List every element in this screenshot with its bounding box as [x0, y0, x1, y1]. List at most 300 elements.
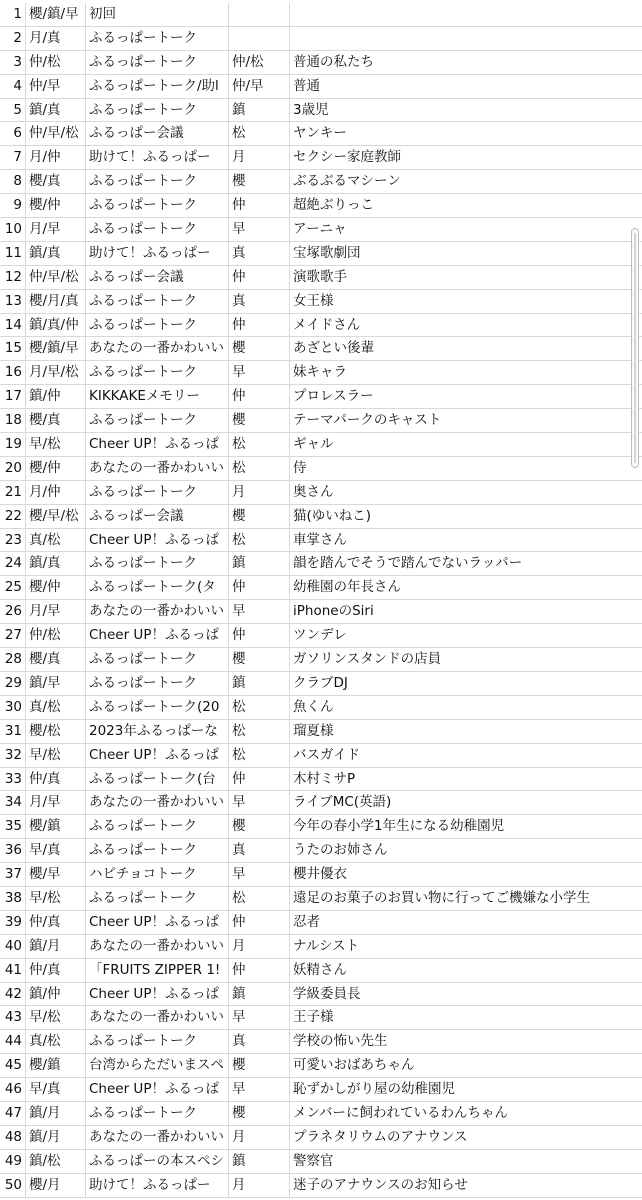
members-cell[interactable]: 鎮/月: [26, 1126, 86, 1149]
members-cell[interactable]: 鎮/真: [26, 242, 86, 265]
episode-cell[interactable]: ふるっぱートーク: [86, 1030, 229, 1053]
table-row: [0, 457, 642, 481]
members-cell[interactable]: 櫻/鎮: [26, 815, 86, 838]
members-cell[interactable]: 月/早: [26, 218, 86, 241]
role-cell[interactable]: 学級委員長: [293, 985, 361, 1002]
table-row: [0, 576, 642, 600]
performer-cell[interactable]: 仲: [229, 911, 290, 934]
performer-cell[interactable]: 仲: [229, 314, 290, 337]
row-number-cell: 43: [0, 1006, 26, 1029]
table-row: [0, 959, 642, 983]
role-cell[interactable]: ぶるぶるマシーン: [293, 173, 401, 190]
table-row: [0, 146, 642, 170]
role-cell[interactable]: 木村ミサP: [293, 770, 356, 787]
performer-cell[interactable]: 櫻: [229, 170, 290, 193]
performer-cell[interactable]: 仲: [229, 959, 290, 982]
row-number-cell: 23: [0, 529, 26, 552]
table-row: [0, 1174, 642, 1198]
performer-cell[interactable]: 櫻: [229, 1054, 290, 1077]
table-row: [0, 218, 642, 242]
episode-cell[interactable]: ふるっぱートーク(台: [86, 768, 229, 791]
table-row: [0, 1006, 642, 1030]
episode-cell[interactable]: あなたの一番かわいい: [86, 1006, 229, 1029]
members-cell[interactable]: 真/松: [26, 1030, 86, 1053]
role-cell[interactable]: [290, 27, 642, 50]
episode-cell[interactable]: ふるっぱートーク(タ: [86, 576, 229, 599]
episode-cell[interactable]: 2023年ふるっぱーな: [86, 720, 229, 743]
episode-cell[interactable]: ふるっぱートーク: [86, 194, 229, 217]
episode-cell[interactable]: ふるっぱートーク: [86, 361, 229, 384]
performer-cell[interactable]: [229, 3, 290, 26]
episode-cell[interactable]: Cheer UP！ふるっぱ: [86, 529, 229, 552]
performer-cell[interactable]: 早: [229, 791, 290, 814]
performer-cell[interactable]: 松: [229, 457, 290, 480]
row-number-cell: 19: [0, 433, 26, 456]
role-cell[interactable]: ライブMC(英語): [293, 794, 392, 811]
table-row: [0, 696, 642, 720]
episode-cell[interactable]: ふるっぱートーク: [86, 552, 229, 575]
episode-cell[interactable]: あなたの一番かわいい: [86, 1126, 229, 1149]
performer-cell[interactable]: 月: [229, 481, 290, 504]
performer-cell[interactable]: 仲: [229, 385, 290, 408]
row-number-cell: 35: [0, 815, 26, 838]
role-cell[interactable]: うたのお姉さん: [293, 842, 388, 859]
episode-cell[interactable]: ふるっぱートーク: [86, 815, 229, 838]
row-number-cell: 7: [0, 146, 26, 169]
row-number-cell: 33: [0, 768, 26, 791]
performer-cell[interactable]: 鎮: [229, 552, 290, 575]
role-cell[interactable]: 遠足のお菓子のお買い物に行ってご機嫌な小学生: [293, 889, 590, 906]
role-cell[interactable]: 奥さん: [293, 483, 334, 500]
members-cell[interactable]: 仲/真: [26, 911, 86, 934]
episode-cell[interactable]: ふるっぱー会議: [86, 505, 229, 528]
episode-cell[interactable]: ふるっぱートーク: [86, 409, 229, 432]
performer-cell[interactable]: 櫻: [229, 648, 290, 671]
members-cell[interactable]: 櫻/真: [26, 648, 86, 671]
row-number-cell: 46: [0, 1078, 26, 1101]
members-cell[interactable]: 櫻/月: [26, 1174, 86, 1197]
role-cell[interactable]: ツンデレ: [293, 627, 347, 644]
role-cell[interactable]: セクシー家庭教師: [293, 149, 401, 166]
episode-cell[interactable]: あなたの一番かわいい: [86, 935, 229, 958]
table-row: [0, 266, 642, 290]
row-number-cell: 3: [0, 51, 26, 74]
role-cell[interactable]: 魚くん: [293, 698, 334, 715]
row-number-cell: 32: [0, 744, 26, 767]
table-row: [0, 481, 642, 505]
members-cell[interactable]: 櫻/月/真: [26, 290, 86, 313]
table-row: [0, 863, 642, 887]
table-row: [0, 887, 642, 911]
role-cell[interactable]: 迷子のアナウンスのお知らせ: [293, 1176, 468, 1193]
role-cell[interactable]: 瑠夏様: [293, 722, 334, 739]
episode-cell[interactable]: 助けて！ふるっぱー: [86, 1174, 229, 1197]
table-row: [0, 290, 642, 314]
episode-cell[interactable]: ふるっぱートーク: [86, 672, 229, 695]
row-number-cell: 17: [0, 385, 26, 408]
performer-cell[interactable]: 仲: [229, 624, 290, 647]
role-cell[interactable]: 妖精さん: [293, 961, 347, 978]
performer-cell[interactable]: 真: [229, 290, 290, 313]
performer-cell[interactable]: 松: [229, 696, 290, 719]
performer-cell[interactable]: 松: [229, 720, 290, 743]
episode-cell[interactable]: ふるっぱートーク: [86, 481, 229, 504]
members-cell[interactable]: 鎮/月: [26, 935, 86, 958]
table-row: [0, 3, 642, 27]
members-cell[interactable]: 仲/早/松: [26, 266, 86, 289]
role-cell[interactable]: 学校の怖い先生: [293, 1033, 388, 1050]
role-cell[interactable]: メイドさん: [293, 316, 361, 333]
role-cell[interactable]: 王子様: [293, 1009, 334, 1026]
row-number-cell: 6: [0, 122, 26, 145]
table-row: [0, 1054, 642, 1078]
row-number-cell: 14: [0, 314, 26, 337]
performer-cell[interactable]: [229, 27, 290, 50]
role-cell[interactable]: 演歌歌手: [293, 268, 347, 285]
episode-cell[interactable]: Cheer UP！ふるっぱ: [86, 744, 229, 767]
episode-cell[interactable]: Cheer UP！ふるっぱ: [86, 983, 229, 1006]
episode-cell[interactable]: ふるっぱートーク: [86, 290, 229, 313]
scrollbar-grip-icon[interactable]: [634, 233, 636, 463]
members-cell[interactable]: 仲/真: [26, 959, 86, 982]
row-number-cell: 41: [0, 959, 26, 982]
members-cell[interactable]: 鎮/真/仲: [26, 314, 86, 337]
role-cell[interactable]: バスガイド: [293, 746, 361, 763]
performer-cell[interactable]: 月: [229, 146, 290, 169]
row-number-cell: 37: [0, 863, 26, 886]
performer-cell[interactable]: 仲: [229, 194, 290, 217]
table-row: [0, 600, 642, 624]
performer-cell[interactable]: 仲: [229, 266, 290, 289]
table-row: [0, 433, 642, 457]
members-cell[interactable]: 真/松: [26, 529, 86, 552]
episode-cell[interactable]: あなたの一番かわいい: [86, 791, 229, 814]
members-cell[interactable]: 早/真: [26, 839, 86, 862]
episode-cell[interactable]: ふるっぱートーク: [86, 887, 229, 910]
role-cell[interactable]: ギャル: [293, 436, 334, 453]
row-number-cell: 45: [0, 1054, 26, 1077]
performer-cell[interactable]: 仲/松: [229, 51, 290, 74]
table-row: [0, 1078, 642, 1102]
performer-cell[interactable]: 月: [229, 1174, 290, 1197]
members-cell[interactable]: 早/松: [26, 744, 86, 767]
role-cell[interactable]: 女王様: [293, 292, 334, 309]
role-cell[interactable]: 幼稚園の年長さん: [293, 579, 401, 596]
episode-cell[interactable]: ふるっぱートーク/助l: [86, 75, 229, 98]
role-cell[interactable]: ガソリンスタンドの店員: [293, 651, 442, 668]
table-row: [0, 122, 642, 146]
role-cell[interactable]: [290, 3, 642, 26]
role-cell[interactable]: あざとい後輩: [293, 340, 374, 357]
table-row: [0, 839, 642, 863]
episode-cell[interactable]: Cheer UP！ふるっぱ: [86, 624, 229, 647]
role-cell[interactable]: 恥ずかしがり屋の幼稚園児: [293, 1081, 455, 1098]
row-number-cell: 8: [0, 170, 26, 193]
row-number-cell: 15: [0, 337, 26, 360]
members-cell[interactable]: 櫻/鎮: [26, 1054, 86, 1077]
row-number-cell: 47: [0, 1102, 26, 1125]
table-row: [0, 911, 642, 935]
table-row: [0, 744, 642, 768]
role-cell[interactable]: 忍者: [293, 913, 320, 930]
table-row: [0, 75, 642, 99]
members-cell[interactable]: 月/仲: [26, 146, 86, 169]
performer-cell[interactable]: 櫻: [229, 409, 290, 432]
table-row: [0, 1030, 642, 1054]
row-number-cell: 30: [0, 696, 26, 719]
members-cell[interactable]: 櫻/仲: [26, 576, 86, 599]
row-number-cell: 9: [0, 194, 26, 217]
members-cell[interactable]: 櫻/鎮/早: [26, 3, 86, 26]
members-cell[interactable]: 真/松: [26, 696, 86, 719]
row-number-cell: 24: [0, 552, 26, 575]
row-number-cell: 39: [0, 911, 26, 934]
members-cell[interactable]: 早/松: [26, 1006, 86, 1029]
table-row: [0, 337, 642, 361]
members-cell[interactable]: 櫻/仲: [26, 457, 86, 480]
members-cell[interactable]: 鎮/真: [26, 99, 86, 122]
role-cell[interactable]: プラネタリウムのアナウンス: [293, 1128, 468, 1145]
performer-cell[interactable]: 早: [229, 218, 290, 241]
performer-cell[interactable]: 松: [229, 433, 290, 456]
row-number-cell: 16: [0, 361, 26, 384]
role-cell[interactable]: プロレスラー: [293, 388, 374, 405]
members-cell[interactable]: 仲/松: [26, 624, 86, 647]
performer-cell[interactable]: 櫻: [229, 337, 290, 360]
performer-cell[interactable]: 真: [229, 1030, 290, 1053]
performer-cell[interactable]: 松: [229, 887, 290, 910]
role-cell[interactable]: 車掌さん: [293, 531, 347, 548]
role-cell[interactable]: テーマパークのキャスト: [293, 412, 442, 429]
table-row: [0, 505, 642, 529]
members-cell[interactable]: 鎮/松: [26, 1150, 86, 1173]
row-number-cell: 38: [0, 887, 26, 910]
members-cell[interactable]: 早/松: [26, 887, 86, 910]
episode-cell[interactable]: あなたの一番かわいい: [86, 600, 229, 623]
table-row: [0, 1126, 642, 1150]
row-number-cell: 34: [0, 791, 26, 814]
row-number-cell: 10: [0, 218, 26, 241]
row-number-cell: 21: [0, 481, 26, 504]
vertical-scrollbar[interactable]: [631, 228, 639, 468]
performer-cell[interactable]: 早: [229, 361, 290, 384]
episode-cell[interactable]: KIKKAKEメモリー: [86, 385, 229, 408]
episode-cell[interactable]: ふるっぱートーク: [86, 1102, 229, 1125]
role-cell[interactable]: ヤンキー: [293, 125, 347, 142]
row-number-cell: 26: [0, 600, 26, 623]
episode-cell[interactable]: ふるっぱー会議: [86, 122, 229, 145]
members-cell[interactable]: 鎮/月: [26, 1102, 86, 1125]
performer-cell[interactable]: 真: [229, 839, 290, 862]
role-cell[interactable]: 普通: [293, 77, 320, 94]
episode-cell[interactable]: ハピチョコトーク: [86, 863, 229, 886]
performer-cell[interactable]: 鎮: [229, 99, 290, 122]
episode-cell[interactable]: ふるっぱートーク: [86, 314, 229, 337]
row-number-cell: 27: [0, 624, 26, 647]
table-row: [0, 768, 642, 792]
row-number-cell: 28: [0, 648, 26, 671]
performer-cell[interactable]: 松: [229, 744, 290, 767]
table-row: [0, 672, 642, 696]
episode-cell[interactable]: Cheer UP！ふるっぱ: [86, 1078, 229, 1101]
episode-cell[interactable]: あなたの一番かわいい: [86, 457, 229, 480]
table-row: [0, 242, 642, 266]
role-cell[interactable]: アーニャ: [293, 221, 347, 238]
performer-cell[interactable]: 早: [229, 863, 290, 886]
episode-cell[interactable]: ふるっぱートーク(20: [86, 696, 229, 719]
performer-cell[interactable]: 仲: [229, 576, 290, 599]
members-cell[interactable]: 櫻/早: [26, 863, 86, 886]
members-cell[interactable]: 櫻/真: [26, 409, 86, 432]
table-row: [0, 624, 642, 648]
members-cell[interactable]: 櫻/松: [26, 720, 86, 743]
table-row: [0, 194, 642, 218]
table-row: [0, 385, 642, 409]
role-cell[interactable]: 3歳児: [293, 101, 329, 118]
performer-cell[interactable]: 鎮: [229, 672, 290, 695]
episode-cell[interactable]: ふるっぱートーク: [86, 51, 229, 74]
members-cell[interactable]: 鎮/真: [26, 552, 86, 575]
episode-cell[interactable]: ふるっぱートーク: [86, 27, 229, 50]
row-number-cell: 42: [0, 983, 26, 1006]
role-cell[interactable]: クラブDJ: [293, 674, 348, 691]
row-number-cell: 40: [0, 935, 26, 958]
role-cell[interactable]: 普通の私たち: [293, 53, 374, 70]
row-number-cell: 48: [0, 1126, 26, 1149]
members-cell[interactable]: 仲/松: [26, 51, 86, 74]
role-cell[interactable]: 警察官: [293, 1152, 334, 1169]
members-cell[interactable]: 櫻/早/松: [26, 505, 86, 528]
episode-cell[interactable]: ふるっぱートーク: [86, 839, 229, 862]
performer-cell[interactable]: 早: [229, 1006, 290, 1029]
role-cell[interactable]: 今年の春小学1年生になる幼稚園児: [293, 818, 505, 835]
episode-cell[interactable]: ふるっぱー会議: [86, 266, 229, 289]
table-row: [0, 1102, 642, 1126]
row-number-cell: 20: [0, 457, 26, 480]
performer-cell[interactable]: 鎮: [229, 983, 290, 1006]
members-cell[interactable]: 櫻/仲: [26, 194, 86, 217]
members-cell[interactable]: 鎮/仲: [26, 385, 86, 408]
table-row: [0, 1150, 642, 1174]
episode-cell[interactable]: 台湾からただいまスペ: [86, 1054, 229, 1077]
performer-cell[interactable]: 櫻: [229, 1102, 290, 1125]
role-cell[interactable]: ナルシスト: [293, 937, 360, 954]
performer-cell[interactable]: 櫻: [229, 505, 290, 528]
members-cell[interactable]: 仲/真: [26, 768, 86, 791]
row-number-cell: 44: [0, 1030, 26, 1053]
role-cell[interactable]: 韻を踏んでそうで踏んでないラッパー: [293, 555, 523, 572]
role-cell[interactable]: 超絶ぶりっこ: [293, 197, 374, 214]
table-row: [0, 648, 642, 672]
episode-cell[interactable]: ふるっぱーの本スペシ: [86, 1150, 229, 1173]
table-row: [0, 983, 642, 1007]
performer-cell[interactable]: 早: [229, 600, 290, 623]
row-number-cell: 2: [0, 27, 26, 50]
performer-cell[interactable]: 早: [229, 1078, 290, 1101]
episode-cell[interactable]: ふるっぱートーク: [86, 170, 229, 193]
performer-cell[interactable]: 真: [229, 242, 290, 265]
members-cell[interactable]: 月/早: [26, 600, 86, 623]
role-cell[interactable]: 猫(ゆいねこ): [293, 507, 372, 524]
episode-cell[interactable]: あなたの一番かわいい: [86, 337, 229, 360]
performer-cell[interactable]: 櫻: [229, 815, 290, 838]
role-cell[interactable]: iPhoneのSiri: [293, 603, 374, 620]
performer-cell[interactable]: 松: [229, 122, 290, 145]
episode-cell[interactable]: 助けて！ふるっぱー: [86, 242, 229, 265]
row-number-cell: 31: [0, 720, 26, 743]
performer-cell[interactable]: 仲/早: [229, 75, 290, 98]
role-cell[interactable]: 可愛いおばあちゃん: [293, 1057, 415, 1074]
row-number-cell: 22: [0, 505, 26, 528]
table-row: [0, 314, 642, 338]
table-row: [0, 361, 642, 385]
role-cell[interactable]: 櫻井優衣: [293, 866, 347, 883]
members-cell[interactable]: 仲/早: [26, 75, 86, 98]
row-number-cell: 29: [0, 672, 26, 695]
members-cell[interactable]: 仲/早/松: [26, 122, 86, 145]
row-number-cell: 12: [0, 266, 26, 289]
table-row: [0, 529, 642, 553]
members-cell[interactable]: 月/仲: [26, 481, 86, 504]
table-row: [0, 99, 642, 123]
episode-cell[interactable]: ふるっぱートーク: [86, 99, 229, 122]
table-row: [0, 409, 642, 433]
members-cell[interactable]: 早/真: [26, 1078, 86, 1101]
role-cell[interactable]: 宝塚歌劇団: [293, 244, 361, 261]
members-cell[interactable]: 月/早/松: [26, 361, 86, 384]
role-cell[interactable]: 侍: [293, 459, 307, 476]
table-row: [0, 720, 642, 744]
members-cell[interactable]: 鎮/早: [26, 672, 86, 695]
row-number-cell: 4: [0, 75, 26, 98]
table-row: [0, 935, 642, 959]
row-number-cell: 25: [0, 576, 26, 599]
episode-cell[interactable]: 助けて！ふるっぱー: [86, 146, 229, 169]
row-number-cell: 5: [0, 99, 26, 122]
members-cell[interactable]: 櫻/鎮/早: [26, 337, 86, 360]
row-number-cell: 11: [0, 242, 26, 265]
table-row: [0, 27, 642, 51]
episode-cell[interactable]: 「FRUITS ZIPPER 1!: [86, 959, 229, 982]
members-cell[interactable]: 鎮/仲: [26, 983, 86, 1006]
table-row: [0, 791, 642, 815]
members-cell[interactable]: 櫻/真: [26, 170, 86, 193]
members-cell[interactable]: 月/早: [26, 791, 86, 814]
episode-cell[interactable]: ふるっぱートーク: [86, 218, 229, 241]
row-number-cell: 36: [0, 839, 26, 862]
performer-cell[interactable]: 仲: [229, 768, 290, 791]
performer-cell[interactable]: 松: [229, 529, 290, 552]
spreadsheet-grid: [0, 3, 642, 1198]
episode-cell[interactable]: 初回: [86, 3, 229, 26]
episode-cell[interactable]: Cheer UP！ふるっぱ: [86, 433, 229, 456]
role-cell[interactable]: メンバーに飼われているわんちゃん: [293, 1104, 509, 1121]
members-cell[interactable]: 早/松: [26, 433, 86, 456]
row-number-cell: 49: [0, 1150, 26, 1173]
role-cell[interactable]: 妹キャラ: [293, 364, 347, 381]
performer-cell[interactable]: 月: [229, 935, 290, 958]
row-number-cell: 50: [0, 1174, 26, 1197]
row-number-cell: 18: [0, 409, 26, 432]
table-row: [0, 815, 642, 839]
members-cell[interactable]: 月/真: [26, 27, 86, 50]
row-number-cell: 13: [0, 290, 26, 313]
table-row: [0, 51, 642, 75]
performer-cell[interactable]: 鎮: [229, 1150, 290, 1173]
episode-cell[interactable]: Cheer UP！ふるっぱ: [86, 911, 229, 934]
episode-cell[interactable]: ふるっぱートーク: [86, 648, 229, 671]
performer-cell[interactable]: 月: [229, 1126, 290, 1149]
